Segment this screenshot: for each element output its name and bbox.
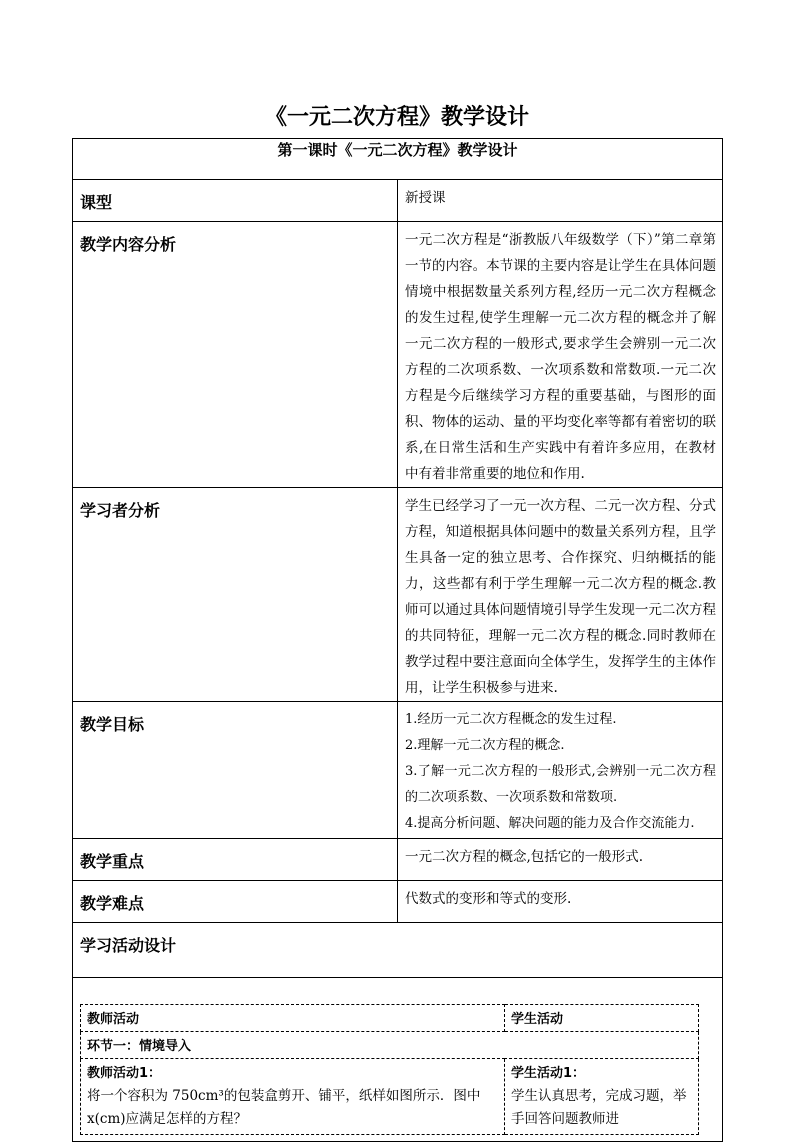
- row-label-difficulty: 教学难点: [73, 881, 398, 923]
- row-label-lesson-type: 课型: [73, 180, 398, 222]
- student-activity-cell: [505, 1059, 699, 1135]
- teacher-activity-text: 将一个容积为 750cm³的包装盒剪开、铺平，纸样如图所示．图中 x(cm)应满足怎样的方程？: [87, 1088, 481, 1127]
- teacher-activity-title: 教师活动1：: [87, 1066, 162, 1081]
- row-label-learner-analysis: 学习者分析: [73, 488, 398, 702]
- activity-design-title: 学习活动设计: [73, 923, 723, 978]
- row-content-lesson-type: 新授课: [398, 180, 723, 222]
- lesson-plan-table: [72, 138, 723, 1142]
- student-activity-header: 学生活动: [505, 1005, 699, 1032]
- student-activity-title: 学生活动1：: [511, 1066, 586, 1081]
- document-title: 《一元二次方程》教学设计: [264, 105, 529, 130]
- teacher-activity-header: 教师活动: [81, 1005, 505, 1032]
- activity-design-area: [73, 978, 723, 1142]
- activity-table: [80, 1004, 699, 1135]
- row-content-key-point: 一元二次方程的概念,包括它的一般形式.: [398, 839, 723, 881]
- goal-item: 4.提高分析问题、解决问题的能力及合作交流能力.: [405, 816, 695, 831]
- student-activity-text: 学生认真思考，完成习题，举手回答问题教师进: [511, 1088, 687, 1127]
- row-label-content-analysis: 教学内容分析: [73, 222, 398, 488]
- teacher-activity-cell: [81, 1059, 505, 1135]
- row-content-learner-analysis: 学生已经学习了一元一次方程、二元一次方程、分式方程，知道根据具体问题中的数量关系列方程，且学生具备一定的独立思考、合作探究、归纳概括的能力，这些都有利于学生理解一元二次方程的概念.教师可以通过具体问题情境引导学生发现一元二次方程的共同特征，理解一元二次方程的概念.同时教师在教学过程中要注意面向全体学生，发挥学生的主体作用，让学生积极参与进来.: [398, 488, 723, 702]
- row-label-key-point: 教学重点: [73, 839, 398, 881]
- goal-item: 2.理解一元二次方程的概念.: [405, 738, 565, 753]
- row-content-difficulty: 代数式的变形和等式的变形.: [398, 881, 723, 923]
- row-content-content-analysis: 一元二次方程是“浙教版八年级数学（下）”第二章第一节的内容。本节课的主要内容是让学生在具体问题情境中根据数量关系列方程,经历一元二次方程概念的发生过程,使学生理解一元二次方程的概念并了解一元二次方程的一般形式,要求学生会辨别一元二次方程的二次项系数、一次项系数和常数项.一元二次方程是今后继续学习方程的重要基础，与图形的面积、物体的运动、量的平均变化率等都有着密切的联系,在日常生活和生产实践中有着许多应用，在教材中有着非常重要的地位和作用.: [398, 222, 723, 488]
- goal-item: 3.了解一元二次方程的一般形式,会辨别一元二次方程的二次项系数、一次项系数和常数项.: [405, 764, 716, 805]
- lesson-header: 第一课时《一元二次方程》教学设计: [73, 139, 723, 180]
- row-label-goals: 教学目标: [73, 702, 398, 839]
- section-title: 环节一：情境导入: [81, 1032, 699, 1059]
- goals-list: [398, 702, 723, 839]
- goal-item: 1.经历一元二次方程概念的发生过程.: [405, 712, 617, 727]
